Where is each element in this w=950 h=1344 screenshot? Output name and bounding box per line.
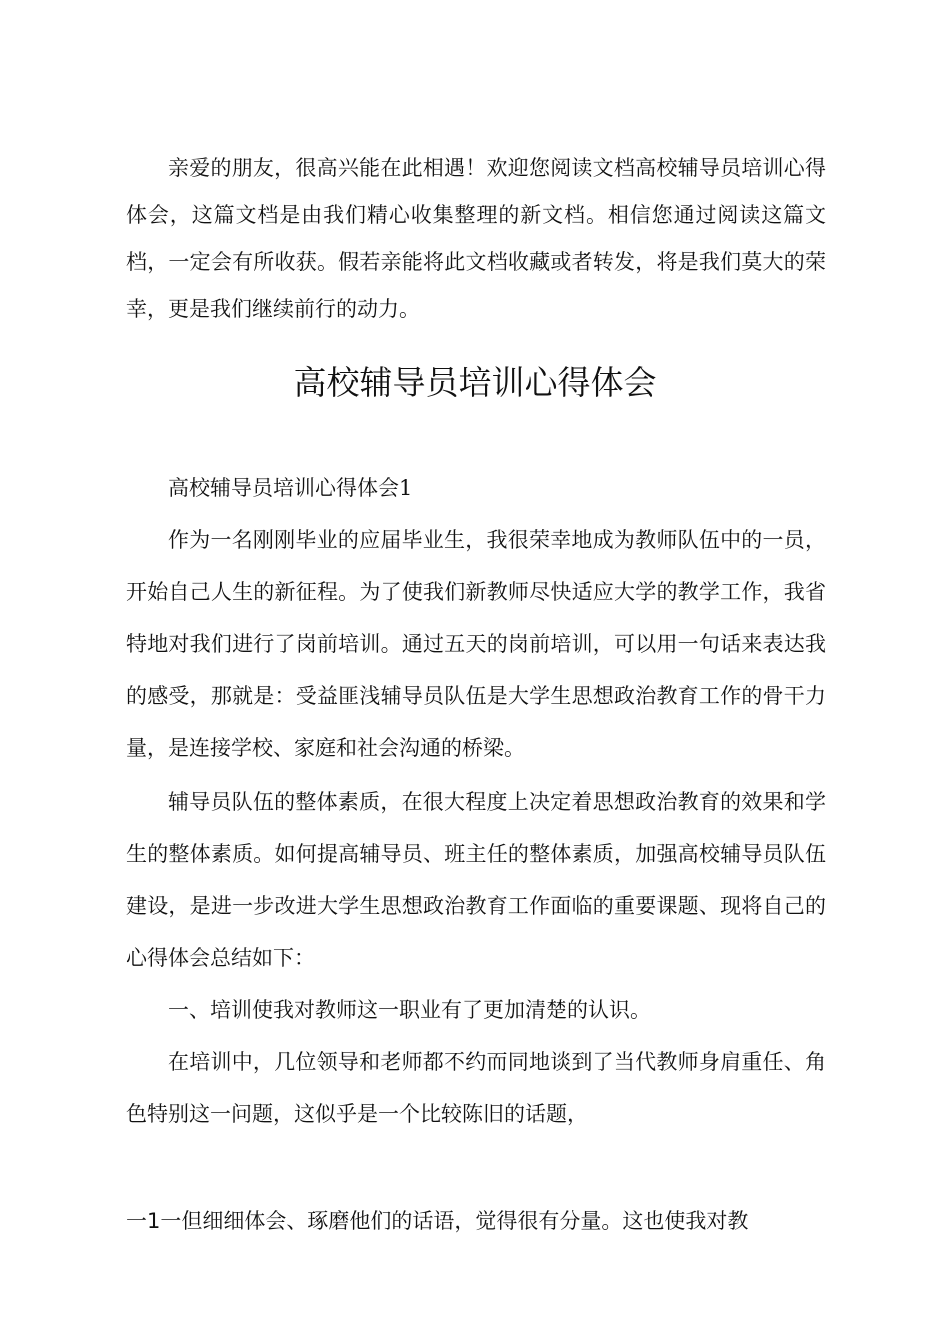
- document-title: 高校辅导员培训心得体会: [293, 363, 657, 402]
- section-heading: 高校辅导员培训心得体会1: [168, 476, 413, 500]
- intro-paragraph: 亲爱的朋友，很高兴能在此相遇！欢迎您阅读文档高校辅导员培训心得体会，这篇文档是由我们精心收集整理的新文档。相信您通过阅读这篇文档，一定会有所收获。假若亲能将此文档收藏或者转发，将是我们莫大的荣幸，更是我们继续前行的动力。: [126, 156, 826, 321]
- body-paragraph-3: 一、培训使我对教师这一职业有了更加清楚的认识。: [168, 998, 651, 1022]
- page-bottom-line: 一1一但细细体会、琢磨他们的话语，觉得很有分量。这也使我对教: [126, 1209, 749, 1233]
- document-body: [126, 462, 826, 1140]
- body-paragraph-1: 作为一名刚刚毕业的应届毕业生，我很荣幸地成为教师队伍中的一员，开始自己人生的新征程。为了使我们新教师尽快适应大学的教学工作，我省特地对我们进行了岗前培训。通过五天的岗前培训，可以用一句话来表达我的感受，那就是：受益匪浅辅导员队伍是大学生思想政治教育工作的骨干力量，是连接学校、家庭和社会沟通的桥梁。: [126, 528, 826, 760]
- body-paragraph-4: 在培训中，几位领导和老师都不约而同地谈到了当代教师身肩重任、角色特别这一问题，这似乎是一个比较陈旧的话题，: [126, 1050, 826, 1126]
- body-paragraph-2: 辅导员队伍的整体素质，在很大程度上决定着思想政治教育的效果和学生的整体素质。如何提高辅导员、班主任的整体素质，加强高校辅导员队伍建设，是进一步改进大学生思想政治教育工作面临的重要课题、现将自己的心得体会总结如下：: [126, 790, 826, 970]
